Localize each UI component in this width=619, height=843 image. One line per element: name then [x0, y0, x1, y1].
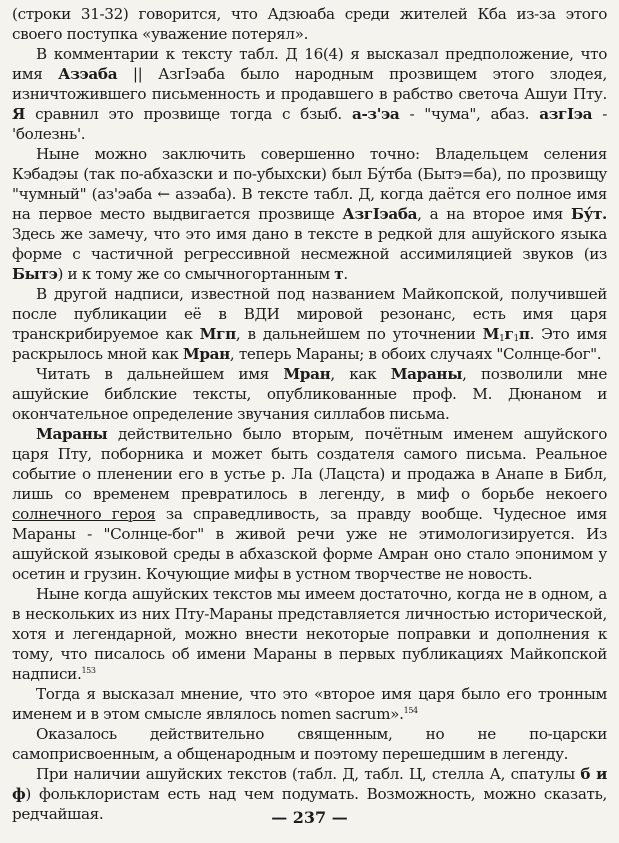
text-run: (строки 31-32) говорится, что Адзюаба среди жителей Кба из-за этого своего поступка «уважение потерял».	[12, 5, 607, 43]
text-run: Бу́т.	[571, 205, 607, 223]
paragraph-p5	[12, 364, 607, 424]
paragraph-p3	[12, 144, 607, 284]
text-run: || АзгIэаба было народным прозвищем этого злодея, изничтожившего письменность и продавшего в рабство светоча Ашуи Пту.	[12, 65, 608, 103]
text-run: азгIэа	[539, 105, 593, 123]
text-run: Мараны	[36, 425, 108, 443]
text-run: В комментарии к тексту табл. Д 16(4) я высказал предположение, что имя	[12, 45, 607, 83]
text-run: , теперь Мараны; в обоих случаях "Солнце-бог".	[229, 345, 602, 363]
text-run: Мран	[182, 345, 230, 363]
text-run: Мран	[283, 365, 331, 383]
text-run: Оказалось действительно священным, но не по-царски самоприсвоенным, а общенародным и поэтому перешедшим в легенду.	[12, 725, 607, 763]
text-run: , а на второе имя	[417, 205, 571, 223]
paragraph-p1	[12, 4, 607, 44]
footnote-ref: 154	[403, 706, 418, 715]
paragraph-p9	[12, 724, 607, 764]
text-run: б и ф	[12, 765, 607, 803]
text-run: Мараны	[390, 365, 463, 383]
subscript-index: 1	[513, 334, 519, 344]
text-run: Азэаба	[58, 65, 118, 83]
paragraph-p7	[12, 584, 607, 684]
text-run: т	[334, 265, 344, 283]
text-run: - "чума", абаз.	[399, 105, 540, 123]
text-run: Тогда я высказал мнение, что это «второе имя царя было его тронным именем и в этом смысле являлось nomen sacrum».	[12, 685, 607, 723]
text-run: Мгп	[199, 325, 236, 343]
text-run: Я	[12, 105, 26, 123]
text-run: ) и к тому же со смычногортанным	[57, 265, 335, 283]
text-run: сравнил это прозвище тогда с бзыб.	[25, 105, 352, 123]
text-run: .	[343, 265, 348, 283]
text-run: Здесь же замечу, что это имя дано в тексте в редкой для ашуйского языка форме с частичной регрессивной несмежной ассимиляцией звуков (из	[12, 225, 607, 263]
body-text	[12, 4, 607, 824]
text-run: , как	[330, 365, 391, 383]
paragraph-p2	[12, 44, 607, 144]
text-run: В другой надписи, известной под названием Майкопской, получившей после публикации её в ВДИ мировой резонанс, есть имя царя транскрибируемое как	[12, 285, 607, 343]
subscript-index: 1	[499, 334, 505, 344]
paragraph-p8	[12, 684, 607, 724]
text-run: солнечного героя	[12, 505, 156, 523]
text-run: АзгIэаба	[342, 205, 418, 223]
text-run: . Это имя раскрылось мной как	[12, 325, 607, 363]
text-run: Ныне можно заключить совершенно точно: Владельцем селения Кэбадэы (так по-абхазски и по-убыхски) был Бу́тба (Бытэ=ба), по прозвищу "чумный" (аз'эаба ← азэаба). В тексте табл. Д, когда даётся его полное имя на первое место выдвигается прозвище	[12, 145, 607, 223]
page-number: — 237 —	[271, 808, 348, 827]
text-run: , позволили мне ашуйские библские тексты, опубликованные проф. М. Дюнаном и окончательное определение звучания силлабов письма.	[12, 365, 607, 423]
text-run: а-з'эа	[351, 105, 400, 123]
text-run: -'болезнь'.	[12, 105, 607, 143]
text-run: При наличии ашуйских текстов (табл. Д, табл. Ц, стелла А, спатулы	[36, 765, 581, 783]
text-run: г	[504, 325, 514, 343]
text-run: ) фольклористам есть над чем подумать. Возможность, можно сказать, редчайшая.	[12, 785, 607, 823]
text-run: Читать в дальнейшем имя	[36, 365, 284, 383]
paragraph-p4	[12, 284, 607, 364]
text-run: Бытэ	[12, 265, 58, 283]
text-run: М	[482, 325, 500, 343]
text-run: , в дальнейшем по уточнении	[235, 325, 483, 343]
text-run: за справедливость, за правду вообще. Чудесное имя Мараны - "Солнце-бог" в живой речи уже не этимологизируется. Из ашуйской языковой среды в абхазской форме Амран оно стало эпонимом у осетин и грузин. Кочующие мифы в устном творчестве не новость.	[12, 505, 607, 583]
text-run: действительно было вторым, почётным именем ашуйского царя Пту, поборника и может быть создателя самого письма. Реальное событие о пленении его в устье р. Ла (Лацста) и продажа в Анапе в Библ, лишь со временем превратилось в легенду, в миф о борьбе некоего	[12, 425, 607, 503]
paragraph-p6	[12, 424, 607, 584]
footnote-ref: 153	[81, 666, 96, 675]
text-run: п	[518, 325, 530, 343]
text-run: Ныне когда ашуйских текстов мы имеем достаточно, когда не в одном, а в нескольких из них Пту-Мараны представляется личностью исторической, хотя и легендарной, можно внести некоторые поправки и дополнения к тому, что писалось об имени Мараны в первых публикациях Майкопской надписи.	[12, 585, 607, 683]
